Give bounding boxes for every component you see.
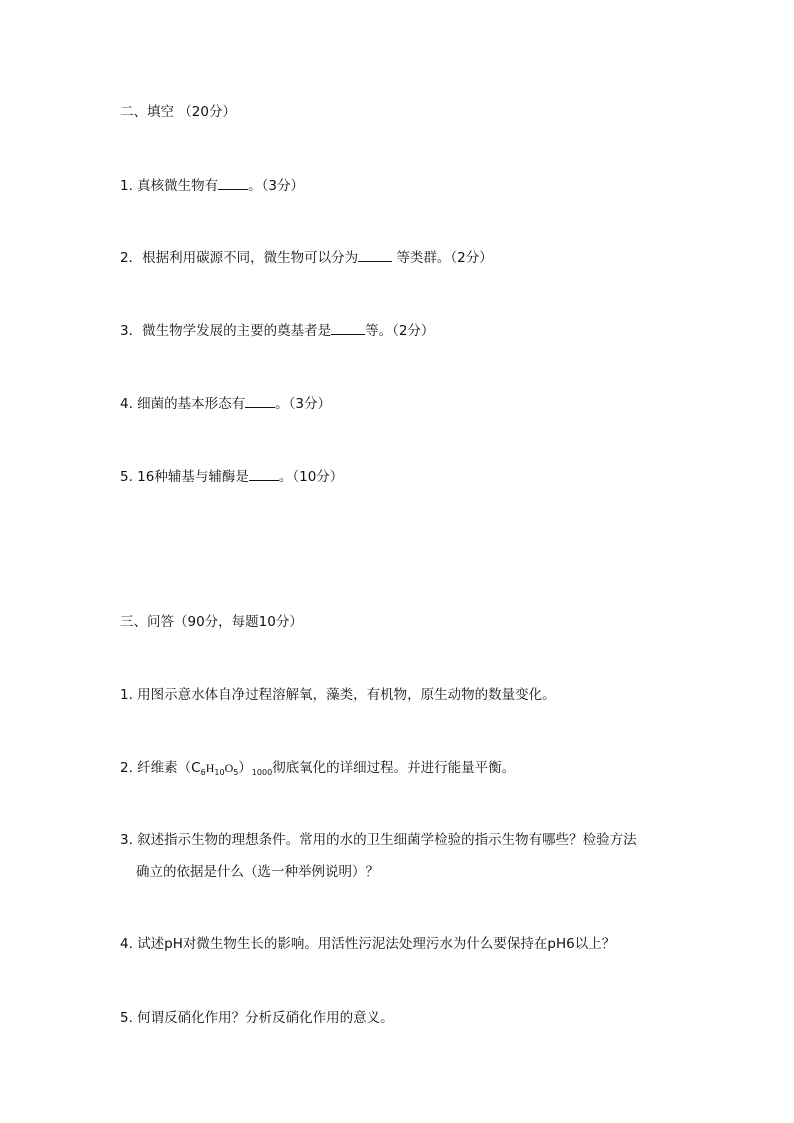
fill-item-4 (120, 393, 331, 414)
formula-close: ） (238, 760, 252, 776)
answer-blank[interactable] (249, 466, 279, 481)
question-1: 1. 用图示意水体自净过程溶解氧，藻类，有机物，原生动物的数量变化。 (120, 687, 556, 703)
question-4: 4. 试述pH对微生物生长的影响。用活性污泥法处理污水为什么要保持在pH6以上？ (120, 936, 616, 952)
item-text: 根据利用碳源不同，微生物可以分为 (142, 250, 359, 266)
item-score: 。（3分） (248, 178, 305, 194)
item-text: 真核微生物有 (137, 178, 219, 194)
answer-blank[interactable] (331, 320, 365, 335)
question-5: 5. 何谓反硝化作用？分析反硝化作用的意义。 (120, 1010, 394, 1026)
fill-item-5 (120, 466, 343, 487)
item-number: 3． (120, 323, 143, 339)
fill-item-2 (120, 247, 493, 268)
fill-item-3 (120, 320, 434, 341)
fill-item-1 (120, 175, 304, 196)
item-number: 5. (120, 469, 138, 485)
item-text: 细菌的基本形态有 (137, 396, 246, 412)
answer-blank[interactable] (218, 175, 248, 190)
question-3-line-1: 3. 叙述指示生物的理想条件。常用的水的卫生细菌学检验的指示生物有哪些？检验方法 (120, 832, 637, 848)
question-3-line-2: 确立的依据是什么（选一种举例说明）？ (136, 864, 379, 880)
subscript-10: 10 (214, 768, 225, 777)
answer-blank[interactable] (245, 393, 275, 408)
item-score: 等类群。（2分） (392, 250, 493, 266)
item-number: 2． (120, 250, 143, 266)
subscript-1000: 1000 (251, 768, 273, 777)
question-2-prefix: 2. 纤维素（C (120, 760, 201, 776)
item-text: 16种辅基与辅酶是 (137, 469, 249, 485)
subscript-6: 6 (200, 768, 206, 777)
item-score: 。（10分） (278, 469, 344, 485)
item-score: 等。（2分） (365, 323, 435, 339)
section2-heading: 二、填空 （20分） (120, 104, 236, 120)
answer-blank[interactable] (358, 247, 392, 262)
formula-o: O (224, 761, 234, 775)
item-score: 。（3分） (275, 396, 332, 412)
item-number: 4. (120, 396, 138, 412)
item-text: 微生物学发展的主要的奠基者是 (142, 323, 332, 339)
section3-heading: 三、问答（90分，每题10分） (120, 614, 303, 630)
subscript-5: 5 (233, 768, 239, 777)
question-2-suffix: 彻底氧化的详细过程。并进行能量平衡。 (272, 760, 516, 776)
formula-h: H (205, 761, 215, 775)
item-number: 1. (120, 178, 138, 194)
question-2 (120, 758, 515, 783)
